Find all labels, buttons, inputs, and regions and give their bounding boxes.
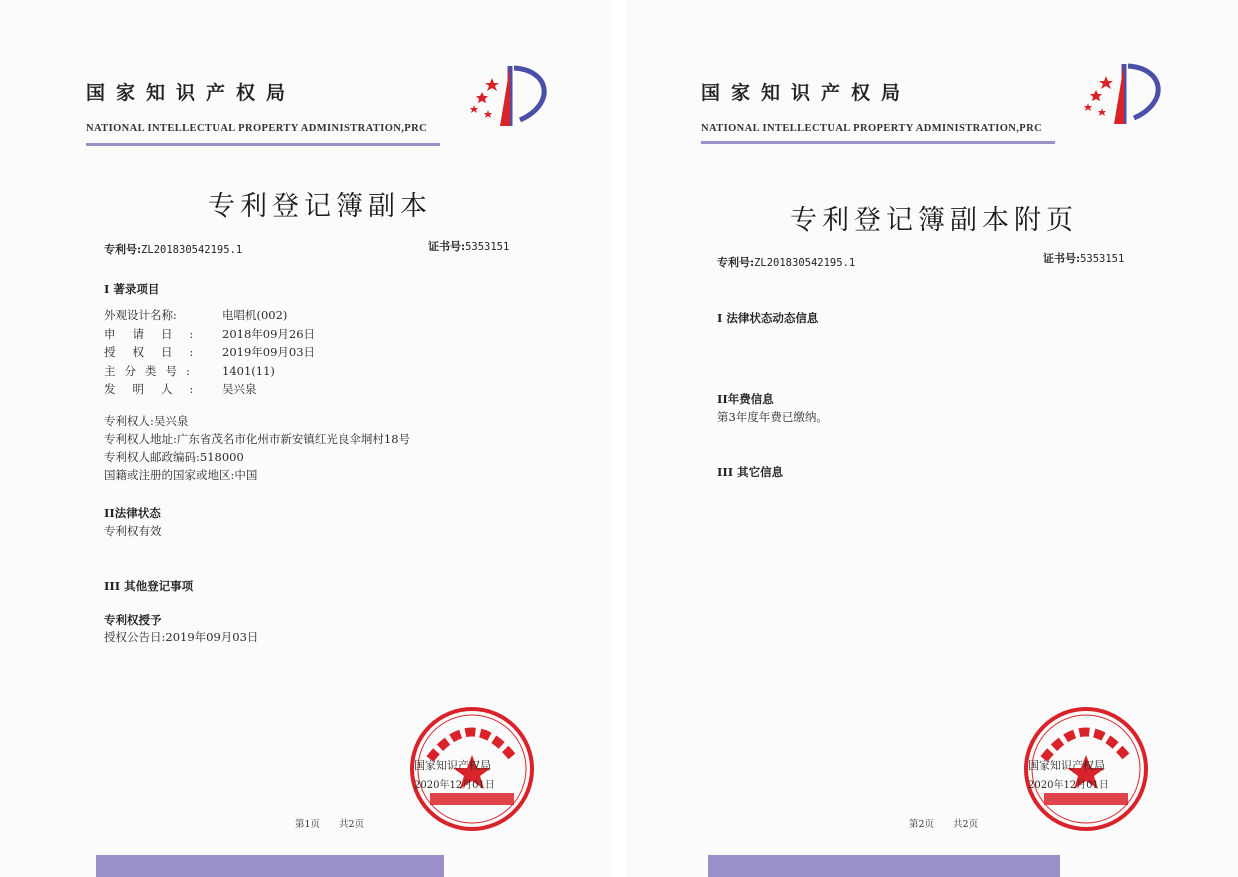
patent-number <box>104 241 242 257</box>
certificate-number-value: 5353151 <box>1080 253 1125 265</box>
header-rule <box>86 143 440 146</box>
section-annual-fee: II年费信息 <box>717 392 774 406</box>
field-label: 外观设计名称: <box>104 308 177 323</box>
field-value: 电唱机(002) <box>222 308 288 323</box>
owner-country: 国籍或注册的国家或地区:中国 <box>104 468 258 482</box>
owner-address: 专利权人地址:广东省茂名市化州市新安镇红光良伞垌村18号 <box>104 432 411 446</box>
legal-status-value: 专利权有效 <box>104 524 162 538</box>
patent-number-label: 专利号: <box>104 243 142 256</box>
field-label: 授权日: <box>104 345 211 360</box>
owner-name: 专利权人:吴兴泉 <box>104 414 189 428</box>
page-header <box>86 78 446 134</box>
section-bibliographic: I 著录项目 <box>104 282 160 296</box>
certificate-number-label: 证书号: <box>428 240 466 253</box>
page-footer: 第2页 共2页 <box>909 819 979 830</box>
field-value: 1401(11) <box>222 363 275 378</box>
bibliographic-row <box>104 362 315 381</box>
field-label: 主分类号: <box>104 363 199 378</box>
certificate-number-value: 5353151 <box>465 241 510 253</box>
patent-number-value: ZL201830542195.1 <box>754 257 856 269</box>
certificate-number <box>428 238 509 254</box>
cnipa-logo-icon <box>1076 58 1168 130</box>
bottom-bar <box>96 855 444 877</box>
cnipa-logo-icon <box>462 60 554 132</box>
bottom-bar <box>708 855 1060 877</box>
bibliographic-row <box>104 343 315 362</box>
certificate-number-label: 证书号: <box>1043 252 1081 265</box>
page-footer: 第1页 共2页 <box>295 819 365 830</box>
bibliographic-row <box>104 306 315 325</box>
grant-heading: 专利权授予 <box>104 613 162 627</box>
org-name-cn: 国家知识产权局 <box>86 82 297 104</box>
field-value: 吴兴泉 <box>222 382 257 397</box>
patent-number-value: ZL201830542195.1 <box>141 244 243 256</box>
seal-line-1: 国家知识产权局 <box>1028 759 1105 772</box>
document-title: 专利登记簿副本 <box>208 191 432 222</box>
page-header <box>701 78 1061 134</box>
certificate-number <box>1043 250 1124 266</box>
bibliographic-list <box>104 306 315 399</box>
owner-zip: 专利权人邮政编码:518000 <box>104 450 244 464</box>
patent-number <box>717 254 855 270</box>
section-legal-status: II法律状态 <box>104 506 161 520</box>
bibliographic-row <box>104 325 315 344</box>
annual-fee-info: 第3年度年费已缴纳。 <box>717 410 828 424</box>
org-name-cn: 国家知识产权局 <box>701 82 912 104</box>
document-title: 专利登记簿副本附页 <box>790 205 1078 236</box>
seal-date: 2020年12月01日 <box>414 780 495 791</box>
field-label: 发明人: <box>104 382 211 397</box>
org-name-en: NATIONAL INTELLECTUAL PROPERTY ADMINISTRATION,PRC <box>701 123 1043 134</box>
header-rule <box>701 141 1055 144</box>
field-value: 2019年09月03日 <box>222 345 316 360</box>
register-copy-page-2 <box>626 0 1238 877</box>
grant-announcement-date: 授权公告日:2019年09月03日 <box>104 630 259 644</box>
bibliographic-row <box>104 380 315 399</box>
register-copy-page-1 <box>0 0 612 877</box>
section-other-info: III 其它信息 <box>717 465 784 479</box>
section-other-registration: III 其他登记事项 <box>104 579 194 593</box>
patent-number-label: 专利号: <box>717 256 755 269</box>
seal-line-1: 国家知识产权局 <box>414 759 491 772</box>
seal-date: 2020年12月01日 <box>1028 780 1109 791</box>
field-value: 2018年09月26日 <box>222 326 316 341</box>
org-name-en: NATIONAL INTELLECTUAL PROPERTY ADMINISTRATION,PRC <box>86 123 428 134</box>
field-label: 申请日: <box>104 326 211 341</box>
section-legal-status-dynamic: I 法律状态动态信息 <box>717 311 819 325</box>
page-gap <box>612 0 626 877</box>
